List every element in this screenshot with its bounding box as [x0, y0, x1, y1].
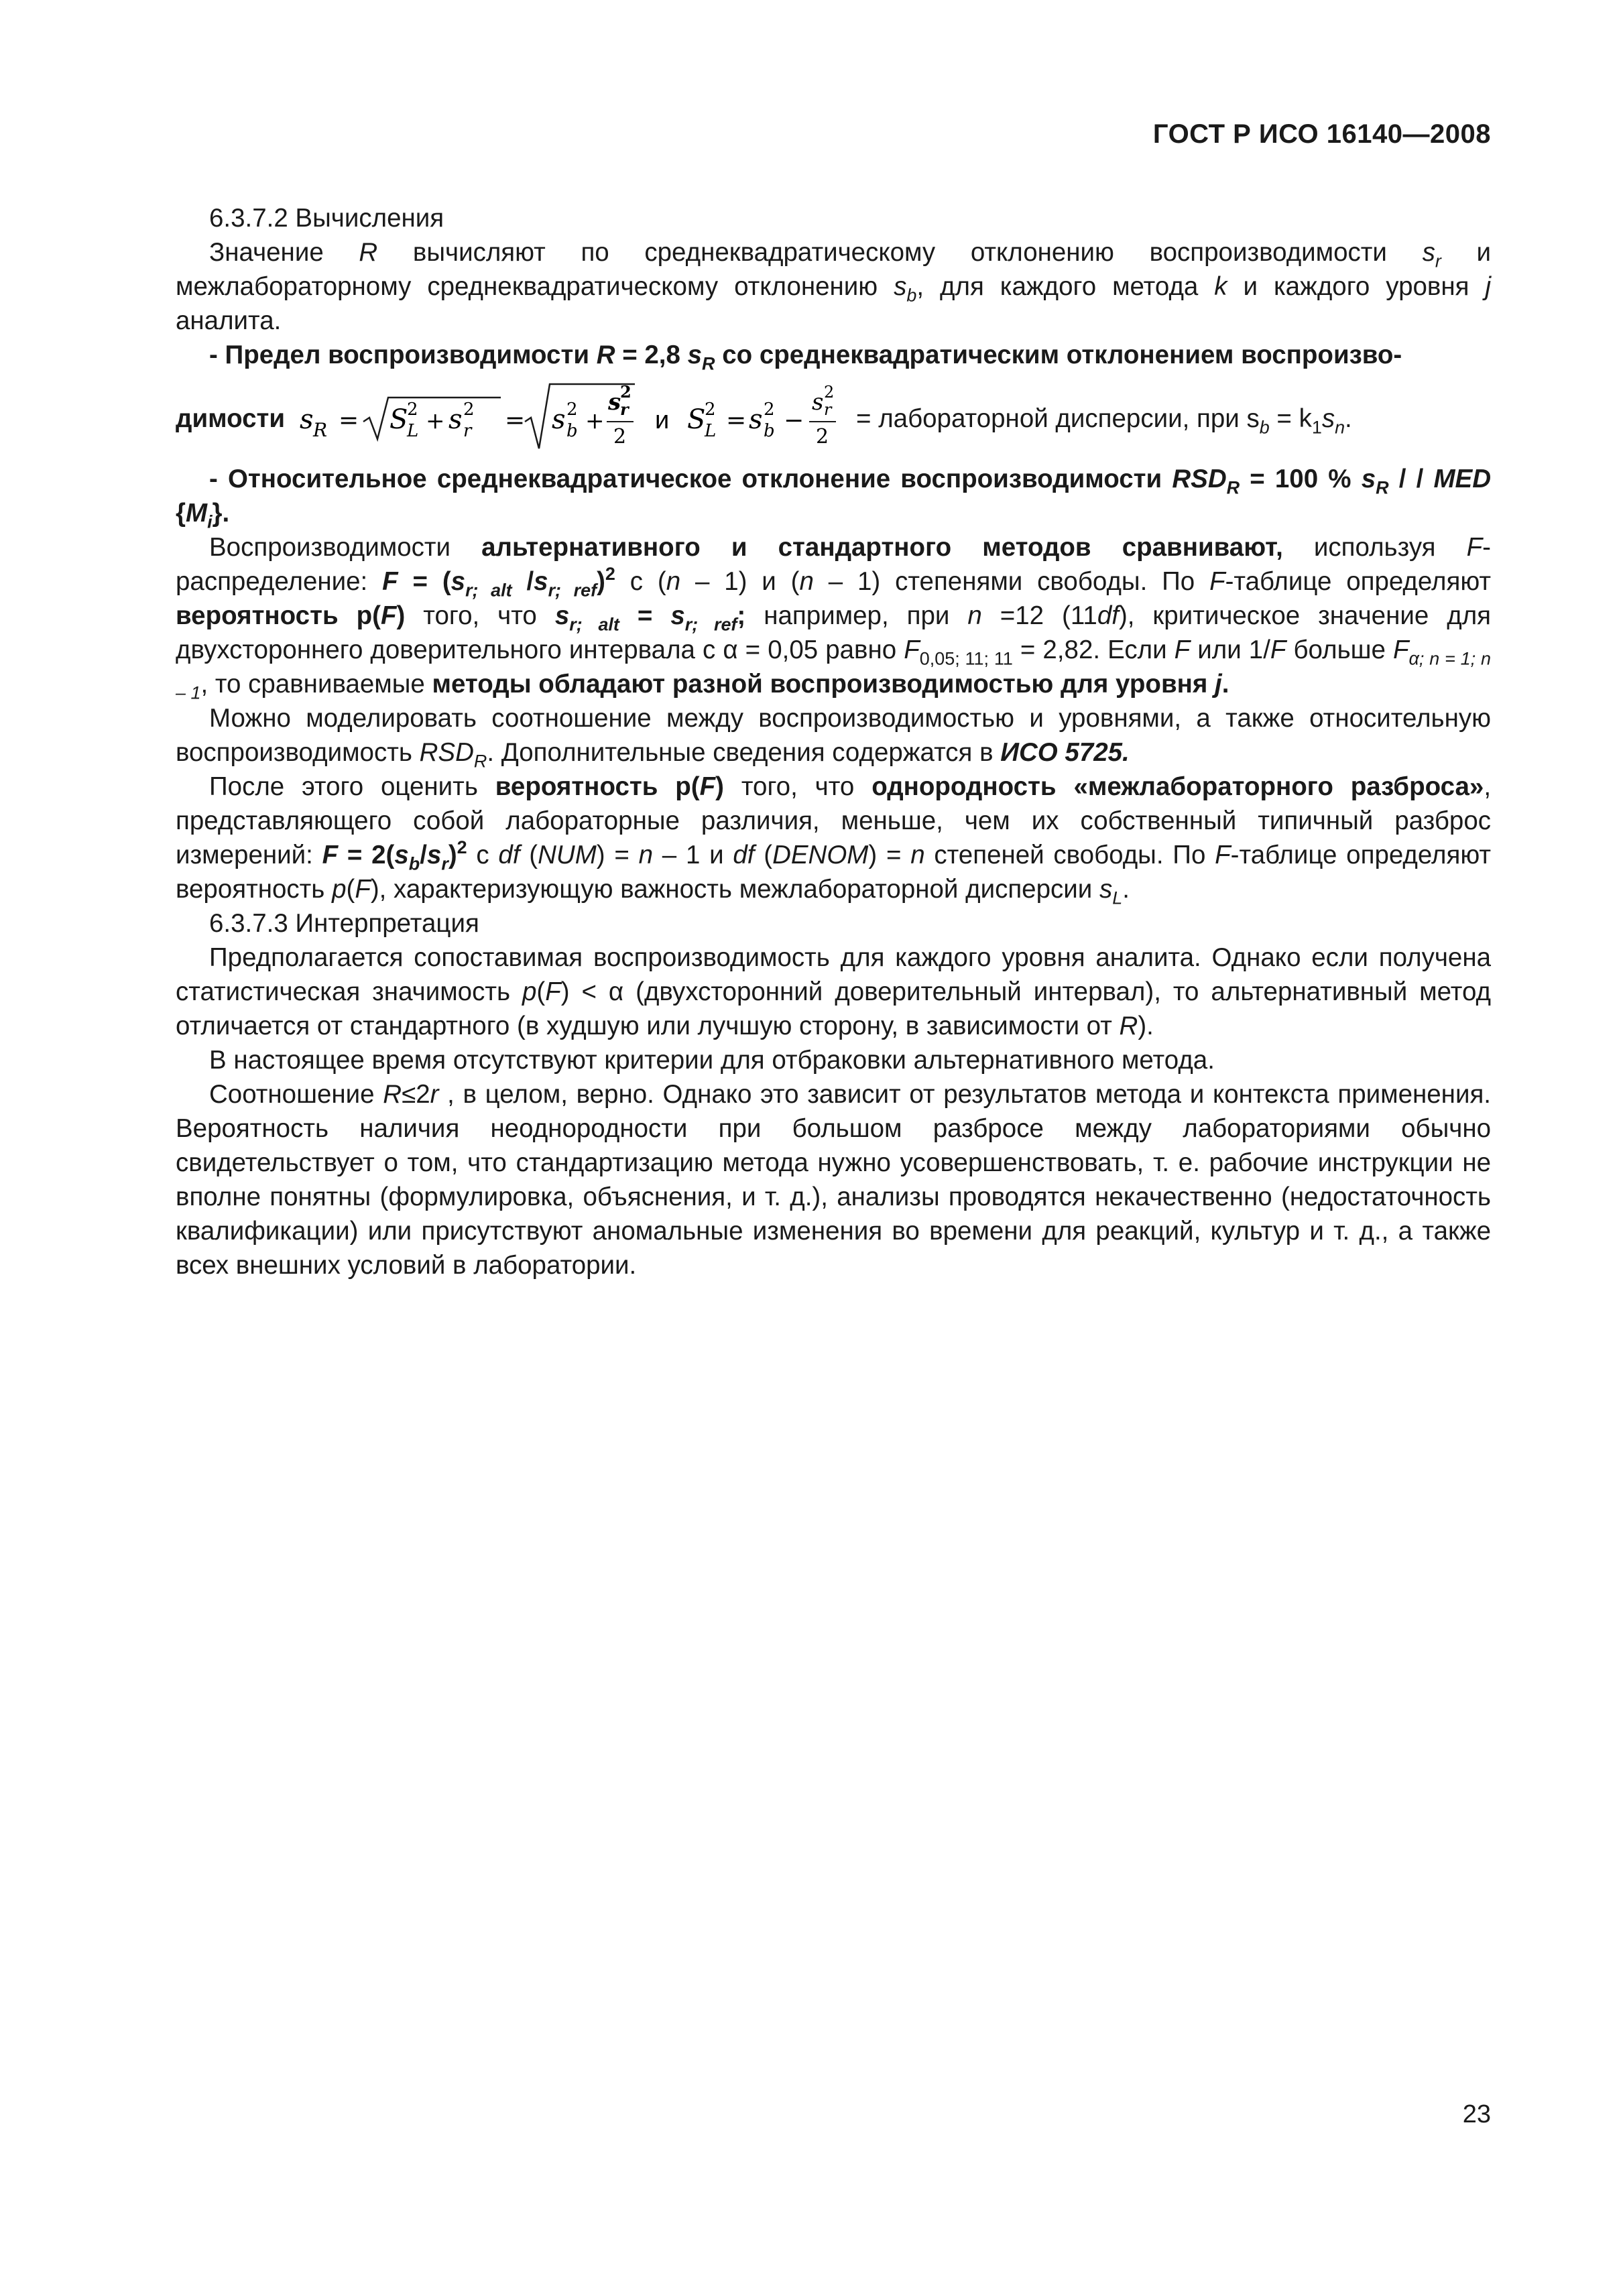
svg-text:S: S — [687, 404, 706, 435]
svg-text:2: 2 — [620, 382, 632, 402]
page-header: ГОСТ Р ИСО 16140—2008 — [1152, 119, 1491, 149]
svg-text:−: − — [784, 407, 804, 434]
svg-text:2: 2 — [463, 400, 475, 420]
svg-text:2: 2 — [566, 400, 578, 420]
svg-text:R: R — [313, 419, 328, 441]
paragraph: Значение R вычисляют по среднеквадратическому отклонению воспроизводимости $s_r$ и межлабораторному среднеквадратическому отклонению $s_b$, для каждого метода k и каждого уровня j аналита. — [176, 238, 1492, 335]
svg-text:2: 2 — [705, 400, 716, 420]
page-number: 23 — [1462, 2100, 1491, 2128]
paragraph: Предполагается сопоставимая воспроизводимость для каждого уровня аналита. Однако если получена статистическая значимость p(F) < α (двухсторонний доверительный интервал), то альтернативный метод отличается от стандартного (в худшую или лучшую сторону, в зависимости от R). — [176, 943, 1491, 1040]
svg-text:и: и — [655, 406, 670, 434]
svg-text:=: = — [339, 407, 359, 434]
svg-text:+: + — [585, 408, 605, 434]
paragraph: После этого оценить вероятность p(F) того, что однородность «межлабораторного разброса», представляющего собой лабораторные различия, меньше, чем их собственный типичный разброс измерений: $F = 2(s_b/s_r)^2$ с df (NUM) = n – 1 и df (DENOM) = n степеней свободы. По F-таблице определяют вероятность p(F), характеризующую важность межлабораторной дисперсии $s_L$. — [176, 772, 1492, 908]
svg-text:r: r — [824, 400, 832, 419]
svg-text:L: L — [705, 421, 717, 441]
paragraph: Можно моделировать соотношение между воспроизводимостью и уровнями, а также относительную воспроизводимость $RSD_R$. Дополнительные сведения содержатся в ИСО 5725. — [176, 704, 1491, 772]
paragraph: Воспроизводимости альтернативного и стандартного методов сравнивают, используя F-распределение: $F = (s_{r; alt}$ $/s_{r; ref})^2$ с (n – 1) и (n – 1) степенями свободы. По F-таблице определяют вероятность p(F) того, что $s_{r; alt} = s_{r; ref}$; например, при n =12 (11df), критическое значение для двухстороннего доверительного интервала с α = 0,05 равно $F_{0,05; 11; 11} = 2,82$. Если F или 1/F больше $F_{\alpha; n = 1; n - 1}$, то сравниваемые методы обладают разной воспроизводимостью для уровня j. — [176, 533, 1492, 703]
svg-text:s: s — [300, 404, 314, 435]
svg-text:2: 2 — [764, 400, 775, 420]
paragraph: Соотношение R≤2r , в целом, верно. Однако это зависит от результатов метода и контекста применения. Вероятность наличия неоднородности при большом разбросе между лабораториями обычно свидетельствует о том, что стандартизацию метода нужно усовершенствовать, т. е. рабочие инструкции не вполне понятны (формулировка, объяснения, и т. д.), анализы проводятся некачественно (недостаточность квалификации) или присутствуют аномальные изменения во времени для реакций, культур и т. д., а также всех внешних условий в лаборатории. — [176, 1080, 1491, 1280]
svg-text:r: r — [620, 400, 629, 419]
svg-text:r: r — [463, 421, 472, 441]
paragraph: В настоящее время отсутствуют критерии для отбраковки альтернативного метода. — [209, 1046, 1215, 1075]
svg-text:s: s — [812, 389, 824, 416]
svg-text:b: b — [764, 421, 775, 441]
svg-text:L: L — [407, 421, 419, 441]
paragraph: - Относительное среднеквадратическое отклонение воспроизводимости $RSD_R = 100$ % $s_R$ / / MED $\{M_i\}$. — [176, 465, 1491, 532]
svg-text:s: s — [749, 404, 763, 435]
svg-text:S: S — [389, 404, 408, 435]
svg-text:2: 2 — [613, 425, 627, 448]
svg-text:2: 2 — [824, 383, 835, 402]
svg-text:2: 2 — [407, 400, 418, 420]
svg-text:2: 2 — [816, 425, 829, 448]
section-heading-6-3-7-2: 6.3.7.2 Вычисления — [209, 204, 444, 233]
svg-text:=: = — [505, 407, 526, 434]
paragraph: - Предел воспроизводимости R = 2,8 $s_R$ со среднеквадратическим отклонением воспроизво- — [209, 341, 1402, 374]
formula-tail: = лабораторной дисперсии, при $s_b = k_1s_n$. — [856, 404, 1352, 437]
section-heading-6-3-7-3: 6.3.7.3 Интерпретация — [209, 909, 479, 938]
svg-text:+: + — [426, 408, 445, 434]
svg-text:b: b — [566, 421, 578, 441]
document-body — [176, 201, 1491, 1282]
svg-text:s: s — [608, 389, 621, 416]
svg-text:=: = — [726, 407, 747, 434]
formula-line: димости s R = S 2 L + s 2 r = s 2 b + s 2 r 2 и S 2 L = s 2 b − s 2 r 2 = лабораторной дисперсии, при $s_b = k_1s_n$. — [176, 375, 1491, 462]
svg-text:s: s — [552, 404, 566, 435]
svg-text:s: s — [448, 404, 463, 435]
